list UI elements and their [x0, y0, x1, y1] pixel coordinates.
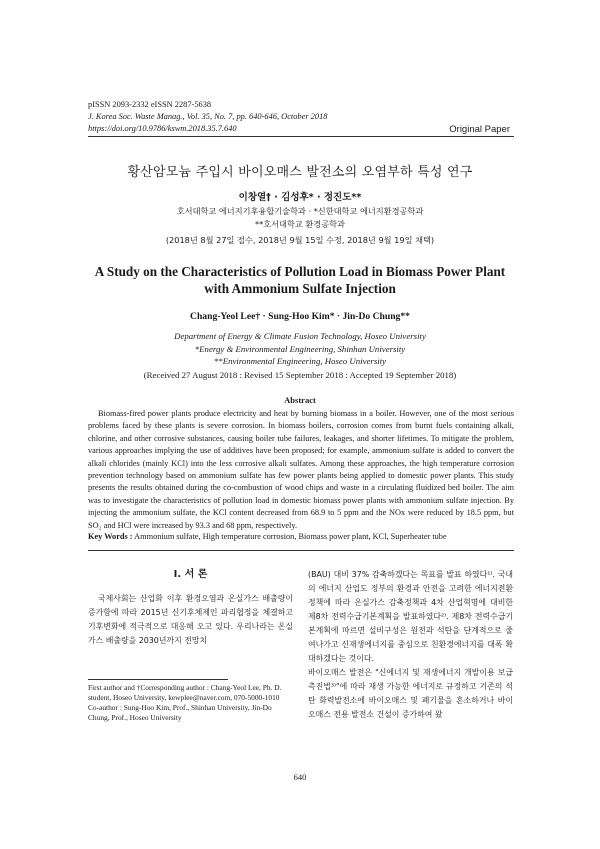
keywords-label: Key Words : — [88, 532, 133, 541]
footnote-coauthor: Co-author : Sung-Hoo Kim, Prof., Shinhan University, Jin-Do Chung, Prof., Hoseo University — [88, 703, 272, 722]
paper-type-label: Original Paper — [449, 124, 510, 135]
korean-title: 황산암모늄 주입시 바이오매스 발전소의 오염부하 특성 연구 — [127, 165, 473, 180]
english-title-line: with Ammonium Sulfate Injection — [204, 281, 396, 296]
journal-header — [88, 99, 327, 135]
korean-authors: 이창열† · 김성후* · 정진도** — [238, 192, 362, 203]
english-authors: Chang-Yeol Lee† · Sung-Hoo Kim* · Jin-Do Chung** — [190, 311, 410, 322]
abstract-heading: Abstract — [284, 395, 316, 405]
body-paragraph: 국제사회는 산업화 이후 환경오염과 온실가스 배출량이 증가함에 따라 2015년 신기후체제인 파리협정을 체결하고 기후변화에 적극적으로 대응해 오고 있다. 우리나라는 온실가스 배출량을 2030년까지 전망치 — [88, 594, 293, 645]
header-rule — [88, 136, 514, 137]
keywords-text: Ammonium sulfate, High temperature corrosion, Biomass power plant, KCl, Superheater tube — [132, 532, 447, 541]
left-column — [88, 568, 293, 648]
english-affiliations — [60, 330, 540, 368]
journal-citation: J. Korea Soc. Waste Manag., Vol. 35, No. 7, pp. 640-646, October 2018 — [88, 112, 328, 121]
right-column — [308, 568, 513, 722]
english-affiliation-line: **Environmental Engineering, Hoseo University — [213, 356, 387, 366]
body-paragraph: 바이오매스 발전은 "신에너지 및 재생에너지 개발이용 보급 촉진법³⁾"에 따라 재생 가능한 에너지로 규정하고 기존의 석탄 화력발전소에 바이오매스 및 폐기물을 혼소하거나 바이오매스 전용 발전소 건설이 증가하여 왔 — [308, 668, 513, 719]
section-heading: I. 서 론 — [173, 569, 208, 580]
abstract-text: Biomass-fired power plants produce electricity and heat by burning biomass in a boiler. However, one of the most serious problems faced by these plants is severe corrosion. In biomass boilers, corrosion comes from burnt fuels containing alkali, chlorine, and other corrosive substances, causing boiler tube failures, leakages, and shorter lifetimes. To mitigate the problem, various approaches implying the use of additives have been proposed; for example, ammonium sulfate is added to convert the alkali chlorides (mainly KCl) into the less corrosive alkali sulfates. Among these approaches, the high temperature corrosion prevention technology based on ammonium sulfate has few power plants being applied to domestic power plants. This study presents the results obtained during the co-combustion of wood chips and waste in a circulating fluidized bed boiler. The aim was to investigate the characteristics of pollution load in domestic biomass power plants with ammonium sulfate injection. By injecting the ammonium sulfate, the KCl content decreased from 68.9 to 5 ppm and the NOx were reduced by 18.5 ppm, but SO₂ and HCl were increased by 93.3 and 68 ppm, respectively. — [88, 409, 514, 530]
abstract-rule — [88, 550, 514, 551]
keywords — [88, 532, 514, 541]
korean-affiliations — [60, 205, 540, 231]
doi-link[interactable]: https://doi.org/10.9786/kswm.2018.35.7.640 — [88, 124, 237, 133]
english-dates: (Received 27 August 2018 : Revised 15 September 2018 : Accepted 19 September 2018) — [143, 370, 457, 380]
footnote-author: First author and †Corresponding author : Chang-Yeol Lee, Ph. D. student, Hoseo University, kewplee@naver.com, 070-5000-1010 — [88, 683, 282, 702]
footnote — [88, 683, 293, 723]
body-paragraph: (BAU) 대비 37% 감축하겠다는 목표를 발표 하였다¹⁾. 국내의 에너지 산업도 정부의 환경과 안전을 고려한 에너지전환 정책에 따라 온실가스 감축정책과 4차 산업혁명에 대비한 제8차 전력수급기본계획을 발표하였다²⁾. 제8차 전력수급기본계획에 따르면 설비구성은 원전과 석탄을 단계적으로 줄여나가고 신재생에너지를 중심으로 친환경에너지를 대폭 확대하겠다는 것이다. — [308, 570, 513, 663]
issn-line: pISSN 2093-2332 eISSN 2287-5638 — [88, 100, 212, 109]
korean-affiliation-line: **호서대학교 환경공학과 — [255, 219, 345, 229]
korean-dates: (2018년 8월 27일 접수, 2018년 9월 15일 수정, 2018년 9월 19일 채택) — [165, 235, 435, 245]
english-title — [60, 263, 540, 297]
korean-affiliation-line: 호서대학교 에너지기후융합기술학과 · *신한대학교 에너지환경공학과 — [176, 206, 424, 216]
english-title-line: A Study on the Characteristics of Pollution Load in Biomass Power Plant — [94, 264, 506, 279]
english-affiliation-line: Department of Energy & Climate Fusion Technology, Hoseo University — [174, 331, 426, 341]
english-affiliation-line: *Energy & Environmental Engineering, Shinhan University — [194, 343, 406, 354]
footnote-rule — [88, 679, 228, 680]
page-number: 640 — [293, 772, 307, 782]
